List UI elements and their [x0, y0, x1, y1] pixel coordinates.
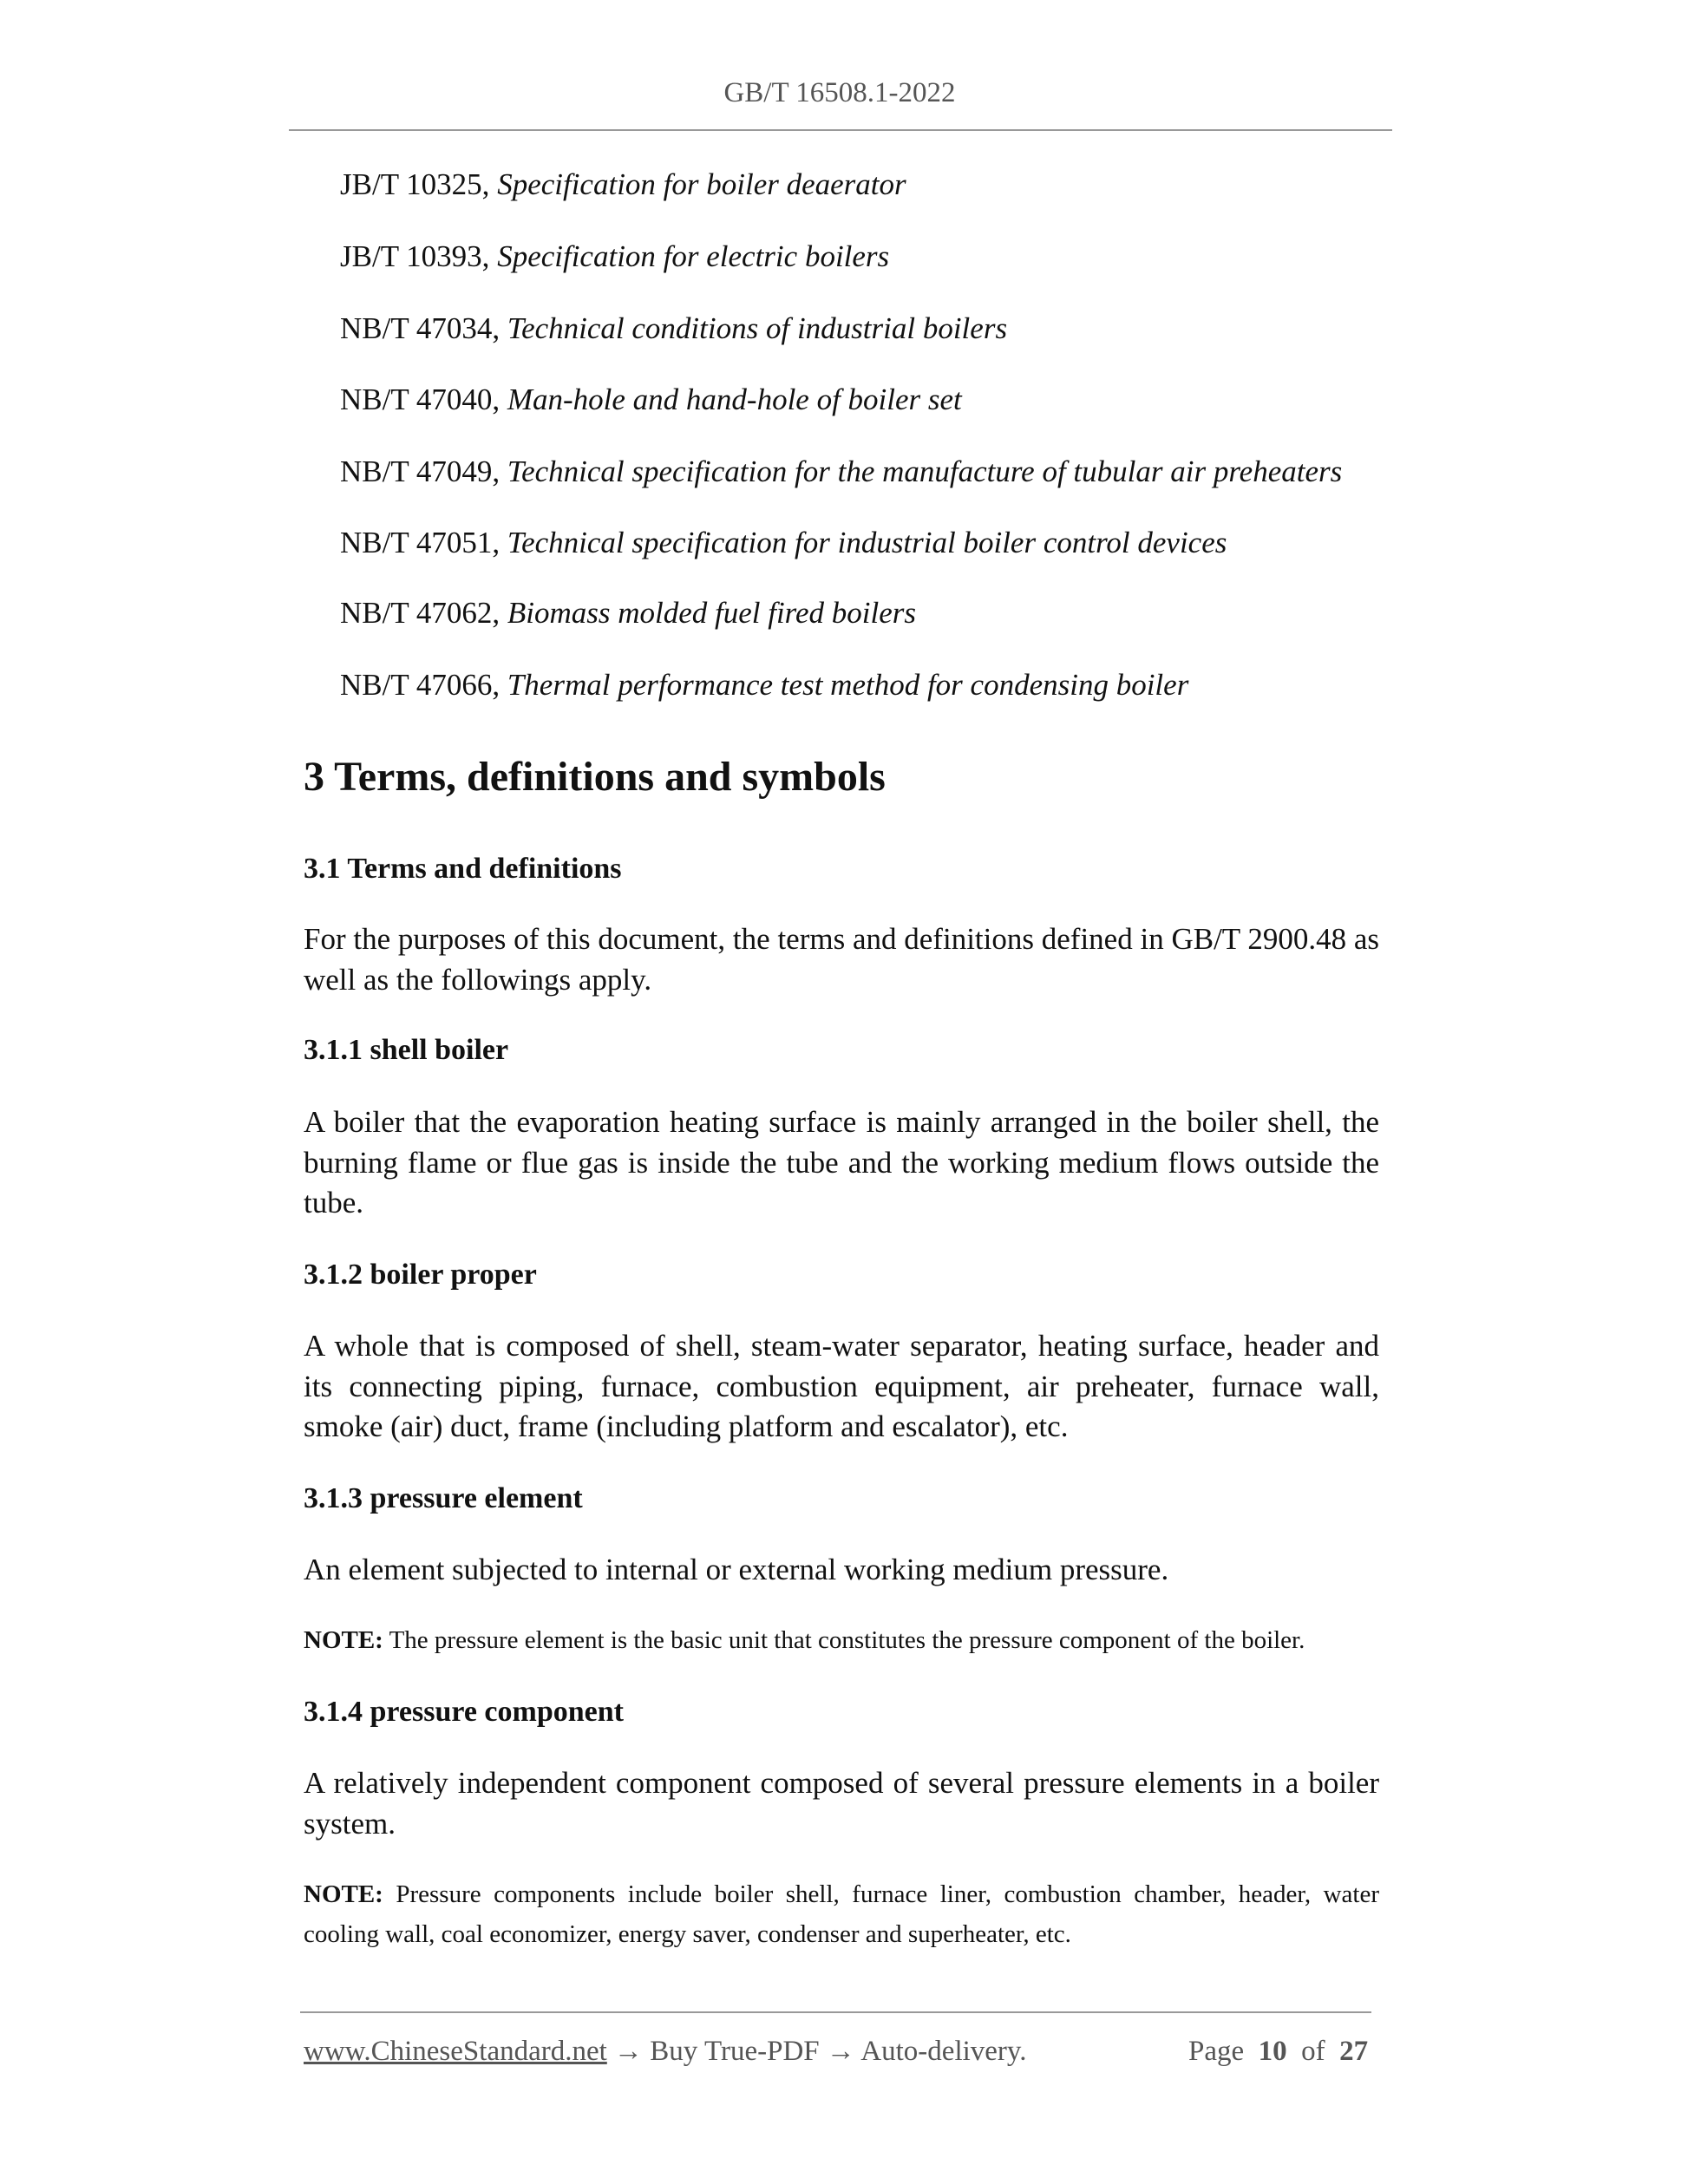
section-heading: 3 Terms, definitions and symbols [304, 754, 886, 800]
reference-title: Biomass molded fuel fired boilers [507, 596, 917, 630]
reference-item [340, 593, 916, 633]
reference-item [340, 665, 1188, 705]
of-label: of [1301, 2036, 1325, 2067]
reference-item [340, 523, 1227, 563]
current-page: 10 [1258, 2036, 1287, 2067]
footer-divider [300, 2011, 1371, 2013]
intro-paragraph: For the purposes of this document, the terms and definitions defined in GB/T 2900.48 as well as the followings apply. [304, 922, 1379, 997]
buy-text: Buy True-PDF [643, 2036, 827, 2067]
note-text: The pressure element is the basic unit that constitutes the pressure component of the boiler. [383, 1626, 1305, 1654]
arrow-right-icon: → [614, 2036, 644, 2067]
reference-title: Specification for boiler deaerator [497, 167, 906, 201]
term-definition: A whole that is composed of shell, steam-water separator, heating surface, header and its connecting piping, furnace, combustion equipment, air preheater, furnace wall, smoke (air) duct, frame (including platform and escalator), etc. [304, 1329, 1379, 1443]
subsection-heading: 3.1 Terms and definitions [304, 853, 622, 885]
term-heading: 3.1.3 pressure element [304, 1482, 583, 1514]
reference-title: Technical specification for the manufacture of tubular air preheaters [507, 454, 1343, 488]
reference-code: NB/T 47062, [340, 596, 507, 630]
reference-title: Technical conditions of industrial boilers [507, 311, 1008, 345]
reference-code: NB/T 47066, [340, 668, 507, 702]
document-header: GB/T 16508.1-2022 [723, 77, 956, 108]
term-definition: A boiler that the evaporation heating surface is mainly arranged in the boiler shell, the burning flame or flue gas is inside the tube and the working medium flows outside the tube. [304, 1105, 1379, 1220]
page-number [1188, 2032, 1368, 2070]
reference-code: NB/T 47051, [340, 526, 507, 559]
reference-code: NB/T 47040, [340, 383, 507, 416]
reference-code: JB/T 10325, [340, 167, 498, 201]
header-divider [289, 129, 1392, 131]
arrow-right-icon: → [826, 2036, 855, 2067]
page-label: Page [1188, 2036, 1245, 2067]
reference-title: Technical specification for industrial boiler control devices [507, 526, 1227, 559]
reference-title: Specification for electric boilers [497, 239, 890, 273]
reference-item [340, 309, 1007, 349]
reference-item [340, 380, 962, 420]
reference-code: JB/T 10393, [340, 239, 498, 273]
reference-title: Man-hole and hand-hole of boiler set [507, 383, 962, 416]
reference-code: NB/T 47034, [340, 311, 507, 345]
term-note [304, 1874, 1379, 1954]
note-text: Pressure components include boiler shell, furnace liner, combustion chamber, header, water cooling wall, coal economizer, energy saver, condenser and superheater, etc. [304, 1880, 1379, 1948]
reference-title: Thermal performance test method for condensing boiler [507, 668, 1189, 702]
term-heading: 3.1.4 pressure component [304, 1696, 624, 1728]
footer-promo [304, 2032, 1027, 2070]
term-heading: 3.1.1 shell boiler [304, 1034, 509, 1066]
reference-item [340, 165, 906, 205]
delivery-text: Auto-delivery. [854, 2036, 1027, 2067]
term-note [304, 1620, 1379, 1660]
note-label: NOTE: [304, 1880, 383, 1908]
term-definition: An element subjected to internal or external working medium pressure. [304, 1553, 1169, 1586]
website-link[interactable]: www.ChineseStandard.net [304, 2036, 607, 2067]
term-definition: A relatively independent component composed of several pressure elements in a boiler system. [304, 1766, 1379, 1841]
term-heading: 3.1.2 boiler proper [304, 1259, 537, 1291]
note-label: NOTE: [304, 1626, 383, 1654]
reference-item [340, 452, 1342, 492]
reference-item [340, 237, 889, 277]
total-pages: 27 [1339, 2036, 1369, 2067]
reference-code: NB/T 47049, [340, 454, 507, 488]
